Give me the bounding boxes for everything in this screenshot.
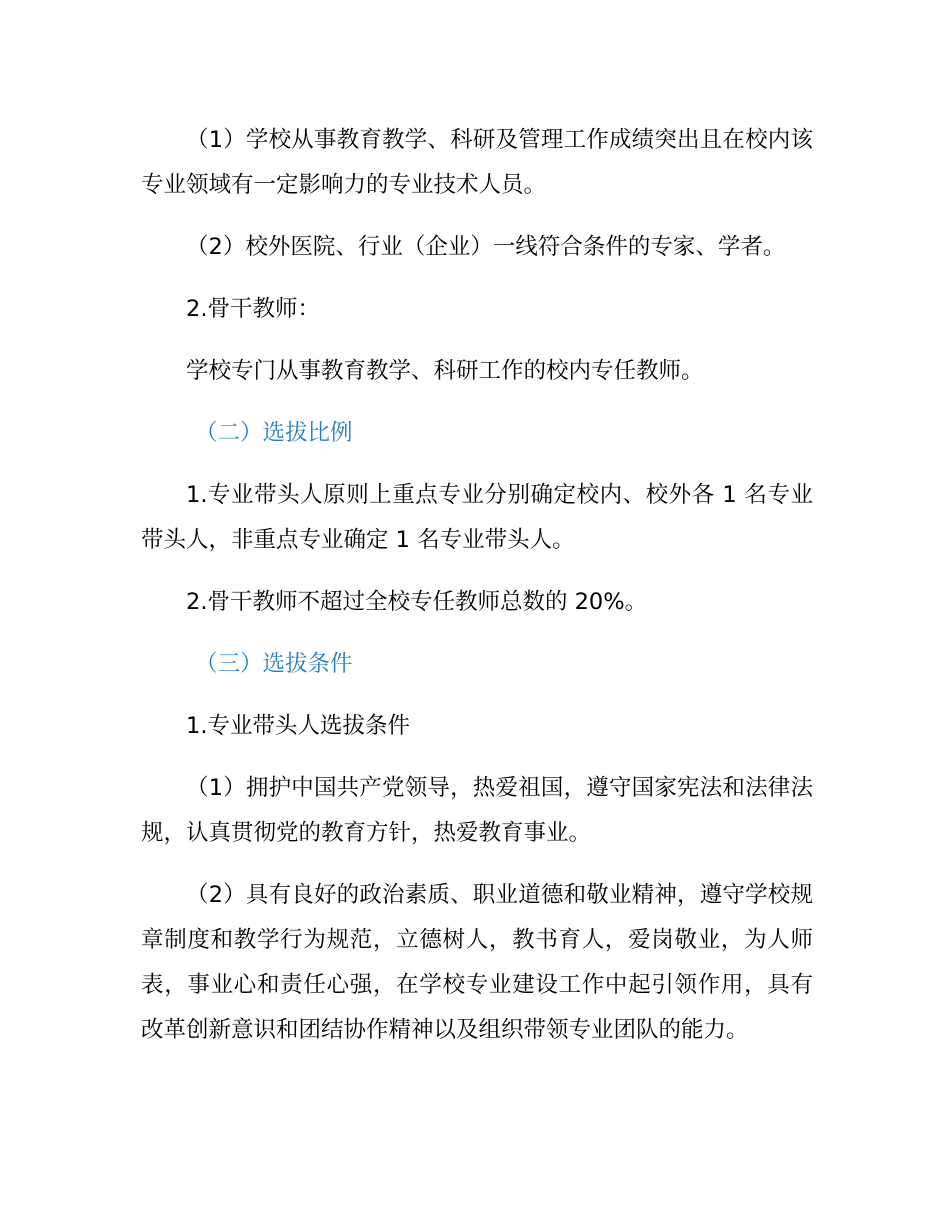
section-heading-selection-conditions: （三）选拔条件 — [195, 651, 353, 677]
document-page — [141, 118, 813, 1070]
paragraph-qualification-external: （2）校外医院、行业（企业）一线符合条件的专家、学者。 — [186, 234, 786, 260]
paragraph-backbone-teacher-label: 2.骨干教师： — [186, 296, 320, 322]
paragraph-backbone-teacher-desc: 学校专门从事教育教学、科研工作的校内专任教师。 — [186, 358, 704, 384]
paragraph-ratio-leader: 1.专业带头人原则上重点专业分别确定校内、校外各 1 名专业带头人，非重点专业确定 1 名专业带头人。 — [141, 482, 813, 553]
paragraph-condition-2: （2）具有良好的政治素质、职业道德和敬业精神，遵守学校规章制度和教学行为规范，立德树人，教书育人，爱岗敬业，为人师表，事业心和责任心强，在学校专业建设工作中起引领作用，具有改革创新意识和团结协作精神以及组织带领专业团队的能力。 — [141, 882, 813, 1043]
paragraph-ratio-backbone: 2.骨干教师不超过全校专任教师总数的 20%。 — [186, 589, 648, 615]
section-heading-selection-ratio: （二）选拔比例 — [195, 420, 353, 446]
paragraph-leader-conditions-title: 1.专业带头人选拔条件 — [186, 713, 410, 739]
paragraph-qualification-internal: （1）学校从事教育教学、科研及管理工作成绩突出且在校内该专业领域有一定影响力的专业技术人员。 — [141, 127, 813, 198]
paragraph-condition-1: （1）拥护中国共产党领导，热爱祖国，遵守国家宪法和法律法规，认真贯彻党的教育方针，热爱教育事业。 — [141, 775, 813, 846]
